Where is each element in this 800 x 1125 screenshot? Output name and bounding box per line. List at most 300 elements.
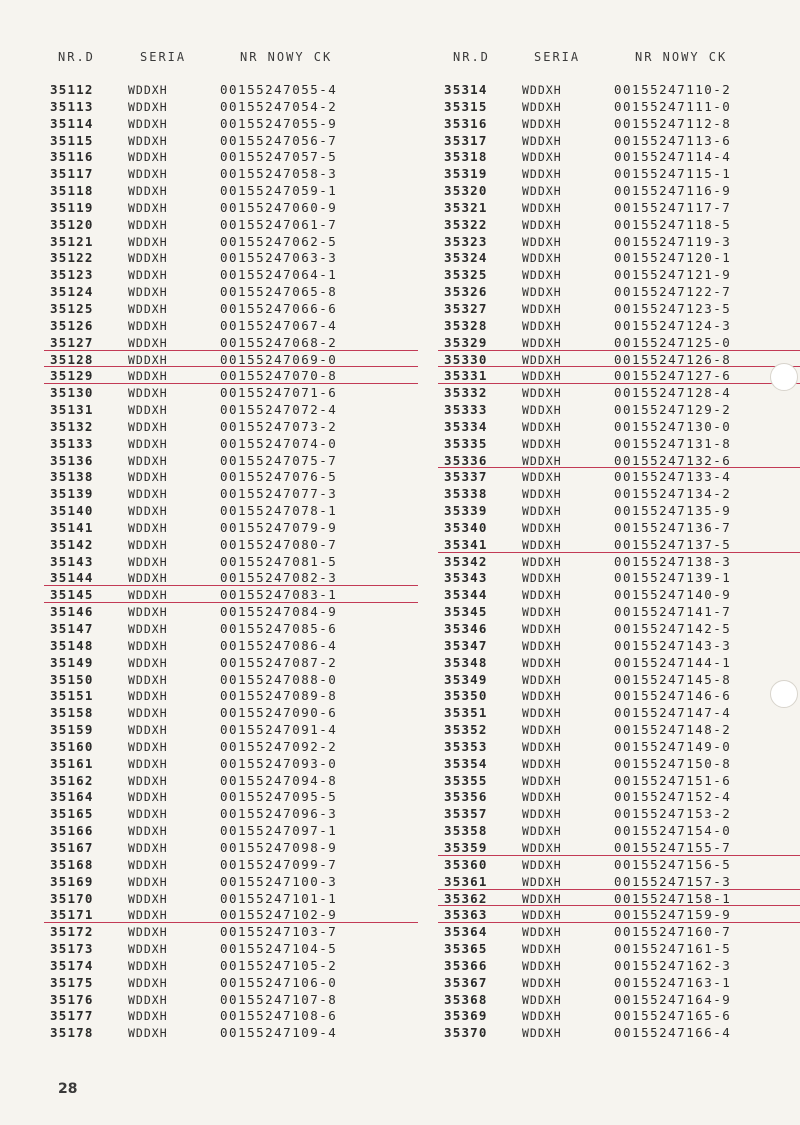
seria-cell: WDDXH <box>128 150 168 165</box>
table-row <box>50 133 410 150</box>
header-nowy-left: NR NOWY CK <box>240 50 333 64</box>
table-row <box>50 82 410 99</box>
nr-nowy-cell: 00155247088-0 <box>220 671 338 687</box>
nr-nowy-cell: 00155247147-4 <box>614 705 732 721</box>
seria-cell: WDDXH <box>128 403 168 418</box>
nr-nowy-cell: 00155247162-3 <box>614 957 732 973</box>
seria-cell: WDDXH <box>128 554 168 569</box>
nr-cell: 35318 <box>444 149 488 165</box>
nr-cell: 35328 <box>444 317 488 333</box>
nr-nowy-cell: 00155247080-7 <box>220 536 338 552</box>
nr-cell: 35323 <box>444 233 488 249</box>
seria-cell: WDDXH <box>128 301 168 316</box>
table-row <box>50 335 410 352</box>
seria-cell: WDDXH <box>522 756 562 771</box>
nr-nowy-cell: 00155247143-3 <box>614 637 732 653</box>
nr-cell: 35145 <box>50 587 94 603</box>
table-row <box>444 352 800 369</box>
nr-nowy-cell: 00155247060-9 <box>220 199 338 215</box>
nr-nowy-cell: 00155247123-5 <box>614 300 732 316</box>
nr-cell: 35130 <box>50 385 94 401</box>
seria-cell: WDDXH <box>522 958 562 973</box>
seria-cell: WDDXH <box>522 184 562 199</box>
table-row <box>444 183 800 200</box>
table-row <box>50 486 410 503</box>
seria-cell: WDDXH <box>522 992 562 1007</box>
nr-nowy-cell: 00155247069-0 <box>220 351 338 367</box>
nr-nowy-cell: 00155247133-4 <box>614 469 732 485</box>
seria-cell: WDDXH <box>522 571 562 586</box>
nr-nowy-cell: 00155247128-4 <box>614 385 732 401</box>
nr-nowy-cell: 00155247075-7 <box>220 452 338 468</box>
nr-nowy-cell: 00155247090-6 <box>220 705 338 721</box>
nr-nowy-cell: 00155247064-1 <box>220 267 338 283</box>
seria-cell: WDDXH <box>128 857 168 872</box>
nr-nowy-cell: 00155247124-3 <box>614 317 732 333</box>
table-row <box>50 99 410 116</box>
table-row <box>50 250 410 267</box>
seria-cell: WDDXH <box>522 1009 562 1024</box>
nr-cell: 35343 <box>444 570 488 586</box>
table-row <box>50 806 410 823</box>
seria-cell: WDDXH <box>522 773 562 788</box>
seria-cell: WDDXH <box>522 251 562 266</box>
seria-cell: WDDXH <box>128 520 168 535</box>
seria-cell: WDDXH <box>128 504 168 519</box>
nr-cell: 35330 <box>444 351 488 367</box>
nr-cell: 35358 <box>444 823 488 839</box>
nr-cell: 35124 <box>50 284 94 300</box>
table-row <box>50 537 410 554</box>
nr-nowy-cell: 00155247145-8 <box>614 671 732 687</box>
seria-cell: WDDXH <box>128 638 168 653</box>
nr-cell: 35174 <box>50 957 94 973</box>
table-row <box>444 486 800 503</box>
seria-cell: WDDXH <box>522 285 562 300</box>
nr-cell: 35178 <box>50 1025 94 1041</box>
nr-cell: 35350 <box>444 688 488 704</box>
nr-nowy-cell: 00155247158-1 <box>614 890 732 906</box>
seria-cell: WDDXH <box>128 588 168 603</box>
table-row <box>444 705 800 722</box>
nr-cell: 35339 <box>444 503 488 519</box>
nr-nowy-cell: 00155247142-5 <box>614 621 732 636</box>
nr-cell: 35162 <box>50 772 94 788</box>
nr-cell: 35113 <box>50 98 94 114</box>
nr-nowy-cell: 00155247111-0 <box>614 98 732 114</box>
nr-cell: 35354 <box>444 755 488 771</box>
seria-cell: WDDXH <box>522 386 562 401</box>
nr-cell: 35369 <box>444 1008 488 1024</box>
nr-nowy-cell: 00155247154-0 <box>614 823 732 839</box>
nr-cell: 35175 <box>50 974 94 990</box>
nr-nowy-cell: 00155247161-5 <box>614 941 732 957</box>
table-row <box>444 503 800 520</box>
seria-cell: WDDXH <box>522 706 562 721</box>
nr-cell: 35349 <box>444 671 488 687</box>
nr-cell: 35112 <box>50 82 94 97</box>
table-row <box>444 958 800 975</box>
seria-cell: WDDXH <box>522 83 562 97</box>
table-row <box>50 1025 410 1042</box>
nr-nowy-cell: 00155247055-4 <box>220 82 338 97</box>
header-nr-right: NR.D <box>453 50 490 64</box>
nr-cell: 35115 <box>50 132 94 148</box>
punch-hole <box>770 680 798 708</box>
nr-cell: 35317 <box>444 132 488 148</box>
table-row <box>444 941 800 958</box>
nr-nowy-cell: 00155247136-7 <box>614 519 732 535</box>
nr-cell: 35322 <box>444 216 488 232</box>
seria-cell: WDDXH <box>128 824 168 839</box>
table-row <box>444 419 800 436</box>
seria-cell: WDDXH <box>522 419 562 434</box>
seria-cell: WDDXH <box>522 622 562 636</box>
table-row <box>50 823 410 840</box>
seria-cell: WDDXH <box>522 453 562 468</box>
nr-nowy-cell: 00155247132-6 <box>614 452 732 468</box>
nr-nowy-cell: 00155247114-4 <box>614 149 732 165</box>
nr-cell: 35345 <box>444 604 488 620</box>
nr-cell: 35159 <box>50 722 94 738</box>
nr-cell: 35347 <box>444 637 488 653</box>
nr-nowy-cell: 00155247065-8 <box>220 284 338 300</box>
nr-nowy-cell: 00155247093-0 <box>220 755 338 771</box>
nr-nowy-cell: 00155247067-4 <box>220 317 338 333</box>
seria-cell: WDDXH <box>128 891 168 906</box>
nr-nowy-cell: 00155247155-7 <box>614 839 732 855</box>
seria-cell: WDDXH <box>522 672 562 687</box>
seria-cell: WDDXH <box>522 403 562 418</box>
seria-cell: WDDXH <box>128 1009 168 1024</box>
table-row <box>444 149 800 166</box>
nr-nowy-cell: 00155247071-6 <box>220 385 338 401</box>
table-row <box>50 503 410 520</box>
seria-cell: WDDXH <box>522 268 562 283</box>
table-row <box>50 469 410 486</box>
nr-cell: 35327 <box>444 300 488 316</box>
seria-cell: WDDXH <box>522 217 562 232</box>
table-row <box>50 705 410 722</box>
right-column <box>444 82 800 1042</box>
nr-cell: 35346 <box>444 621 488 636</box>
nr-nowy-cell: 00155247079-9 <box>220 519 338 535</box>
seria-cell: WDDXH <box>522 487 562 502</box>
nr-cell: 35325 <box>444 267 488 283</box>
table-row <box>444 520 800 537</box>
nr-nowy-cell: 00155247125-0 <box>614 334 732 350</box>
seria-cell: WDDXH <box>128 689 168 704</box>
table-row <box>444 385 800 402</box>
nr-cell: 35332 <box>444 385 488 401</box>
nr-cell: 35319 <box>444 166 488 182</box>
nr-cell: 35131 <box>50 402 94 418</box>
table-row <box>444 621 800 638</box>
seria-cell: WDDXH <box>128 453 168 468</box>
nr-cell: 35149 <box>50 654 94 670</box>
table-row <box>444 267 800 284</box>
seria-cell: WDDXH <box>128 992 168 1007</box>
nr-nowy-cell: 00155247089-8 <box>220 688 338 704</box>
nr-nowy-cell: 00155247106-0 <box>220 974 338 990</box>
table-row <box>444 739 800 756</box>
nr-cell: 35142 <box>50 536 94 552</box>
nr-cell: 35158 <box>50 705 94 721</box>
table-row <box>444 436 800 453</box>
nr-cell: 35361 <box>444 873 488 889</box>
nr-cell: 35356 <box>444 789 488 805</box>
nr-cell: 35173 <box>50 941 94 957</box>
seria-cell: WDDXH <box>522 200 562 215</box>
table-row <box>444 891 800 908</box>
seria-cell: WDDXH <box>128 184 168 199</box>
nr-nowy-cell: 00155247095-5 <box>220 789 338 805</box>
seria-cell: WDDXH <box>128 537 168 552</box>
seria-cell: WDDXH <box>522 335 562 350</box>
nr-cell: 35141 <box>50 519 94 535</box>
nr-cell: 35129 <box>50 368 94 384</box>
seria-cell: WDDXH <box>522 301 562 316</box>
nr-nowy-cell: 00155247073-2 <box>220 418 338 434</box>
nr-nowy-cell: 00155247112-8 <box>614 115 732 131</box>
table-row <box>444 722 800 739</box>
nr-nowy-cell: 00155247082-3 <box>220 570 338 586</box>
seria-cell: WDDXH <box>522 723 562 738</box>
table-row <box>444 806 800 823</box>
nr-cell: 35315 <box>444 98 488 114</box>
table-row <box>444 318 800 335</box>
nr-cell: 35344 <box>444 587 488 603</box>
table-row <box>50 570 410 587</box>
table-row <box>444 587 800 604</box>
nr-nowy-cell: 00155247135-9 <box>614 503 732 519</box>
seria-cell: WDDXH <box>128 756 168 771</box>
nr-nowy-cell: 00155247116-9 <box>614 183 732 199</box>
nr-cell: 35324 <box>444 250 488 266</box>
nr-cell: 35342 <box>444 553 488 569</box>
seria-cell: WDDXH <box>128 470 168 485</box>
nr-cell: 35160 <box>50 738 94 754</box>
nr-nowy-cell: 00155247070-8 <box>220 368 338 384</box>
nr-nowy-cell: 00155247078-1 <box>220 503 338 519</box>
nr-nowy-cell: 00155247156-5 <box>614 856 732 872</box>
table-row <box>50 773 410 790</box>
nr-cell: 35123 <box>50 267 94 283</box>
table-row <box>50 840 410 857</box>
seria-cell: WDDXH <box>128 908 168 923</box>
left-column <box>50 82 410 1042</box>
table-row <box>444 469 800 486</box>
table-row <box>50 638 410 655</box>
nr-nowy-cell: 00155247077-3 <box>220 486 338 502</box>
nr-nowy-cell: 00155247091-4 <box>220 722 338 738</box>
table-row <box>50 604 410 621</box>
nr-nowy-cell: 00155247092-2 <box>220 738 338 754</box>
nr-cell: 35128 <box>50 351 94 367</box>
table-row <box>50 554 410 571</box>
nr-cell: 35125 <box>50 300 94 316</box>
nr-cell: 35366 <box>444 957 488 973</box>
seria-cell: WDDXH <box>522 369 562 384</box>
seria-cell: WDDXH <box>128 672 168 687</box>
nr-nowy-cell: 00155247131-8 <box>614 435 732 451</box>
seria-cell: WDDXH <box>522 588 562 603</box>
table-row <box>444 116 800 133</box>
seria-cell: WDDXH <box>128 352 168 367</box>
nr-cell: 35364 <box>444 924 488 940</box>
table-row <box>444 924 800 941</box>
seria-cell: WDDXH <box>128 706 168 721</box>
table-row <box>50 149 410 166</box>
table-row <box>50 672 410 689</box>
nr-nowy-cell: 00155247056-7 <box>220 132 338 148</box>
seria-cell: WDDXH <box>128 83 168 97</box>
table-row <box>50 419 410 436</box>
header-nowy-right: NR NOWY CK <box>635 50 728 64</box>
nr-cell: 35140 <box>50 503 94 519</box>
nr-cell: 35338 <box>444 486 488 502</box>
nr-nowy-cell: 00155247081-5 <box>220 553 338 569</box>
seria-cell: WDDXH <box>522 318 562 333</box>
seria-cell: WDDXH <box>128 739 168 754</box>
nr-cell: 35165 <box>50 806 94 822</box>
nr-cell: 35120 <box>50 216 94 232</box>
nr-cell: 35360 <box>444 856 488 872</box>
nr-cell: 35321 <box>444 199 488 215</box>
nr-nowy-cell: 00155247061-7 <box>220 216 338 232</box>
nr-nowy-cell: 00155247138-3 <box>614 553 732 569</box>
nr-cell: 35353 <box>444 738 488 754</box>
seria-cell: WDDXH <box>128 116 168 131</box>
nr-nowy-cell: 00155247149-0 <box>614 738 732 754</box>
seria-cell: WDDXH <box>522 470 562 485</box>
nr-nowy-cell: 00155247127-6 <box>614 368 732 384</box>
table-row <box>50 166 410 183</box>
nr-nowy-cell: 00155247137-5 <box>614 536 732 552</box>
seria-cell: WDDXH <box>522 520 562 535</box>
nr-cell: 35127 <box>50 334 94 350</box>
nr-cell: 35171 <box>50 907 94 923</box>
table-row <box>444 655 800 672</box>
nr-cell: 35357 <box>444 806 488 822</box>
nr-nowy-cell: 00155247110-2 <box>614 82 732 97</box>
table-row <box>50 874 410 891</box>
table-row <box>50 857 410 874</box>
nr-nowy-cell: 00155247115-1 <box>614 166 732 182</box>
seria-cell: WDDXH <box>522 655 562 670</box>
nr-cell: 35352 <box>444 722 488 738</box>
table-row <box>50 587 410 604</box>
seria-cell: WDDXH <box>128 335 168 350</box>
nr-nowy-cell: 00155247085-6 <box>220 621 338 636</box>
seria-cell: WDDXH <box>128 487 168 502</box>
nr-cell: 35348 <box>444 654 488 670</box>
table-row <box>50 200 410 217</box>
page-number: 28 <box>58 1081 78 1097</box>
seria-cell: WDDXH <box>522 790 562 805</box>
seria-cell: WDDXH <box>522 605 562 620</box>
nr-nowy-cell: 00155247140-9 <box>614 587 732 603</box>
table-row <box>50 907 410 924</box>
seria-cell: WDDXH <box>128 369 168 384</box>
seria-cell: WDDXH <box>128 386 168 401</box>
nr-nowy-cell: 00155247055-9 <box>220 115 338 131</box>
table-row <box>50 520 410 537</box>
table-row <box>50 453 410 470</box>
nr-nowy-cell: 00155247063-3 <box>220 250 338 266</box>
table-row <box>50 217 410 234</box>
table-row <box>50 992 410 1009</box>
table-row <box>444 907 800 924</box>
table-row <box>444 823 800 840</box>
nr-nowy-cell: 00155247108-6 <box>220 1008 338 1024</box>
table-row <box>444 773 800 790</box>
table-row <box>50 368 410 385</box>
nr-nowy-cell: 00155247118-5 <box>614 216 732 232</box>
table-row <box>50 756 410 773</box>
nr-cell: 35143 <box>50 553 94 569</box>
nr-nowy-cell: 00155247086-4 <box>220 637 338 653</box>
nr-nowy-cell: 00155247130-0 <box>614 418 732 434</box>
nr-nowy-cell: 00155247134-2 <box>614 486 732 502</box>
nr-nowy-cell: 00155247087-2 <box>220 654 338 670</box>
table-row <box>444 638 800 655</box>
nr-cell: 35359 <box>444 839 488 855</box>
nr-nowy-cell: 00155247105-2 <box>220 957 338 973</box>
table-row <box>50 436 410 453</box>
table-row <box>50 958 410 975</box>
table-row <box>444 402 800 419</box>
seria-cell: WDDXH <box>522 116 562 131</box>
nr-cell: 35355 <box>444 772 488 788</box>
seria-cell: WDDXH <box>522 840 562 855</box>
table-row <box>444 453 800 470</box>
nr-cell: 35170 <box>50 890 94 906</box>
seria-cell: WDDXH <box>522 925 562 940</box>
seria-cell: WDDXH <box>128 217 168 232</box>
nr-nowy-cell: 00155247083-1 <box>220 587 338 603</box>
nr-cell: 35367 <box>444 974 488 990</box>
seria-cell: WDDXH <box>522 436 562 451</box>
table-row <box>444 1025 800 1042</box>
nr-nowy-cell: 00155247068-2 <box>220 334 338 350</box>
nr-nowy-cell: 00155247107-8 <box>220 991 338 1007</box>
nr-nowy-cell: 00155247101-1 <box>220 890 338 906</box>
nr-cell: 35167 <box>50 839 94 855</box>
nr-nowy-cell: 00155247094-8 <box>220 772 338 788</box>
table-row <box>50 183 410 200</box>
table-row <box>50 789 410 806</box>
table-row <box>50 284 410 301</box>
table-row <box>50 655 410 672</box>
table-row <box>50 301 410 318</box>
nr-cell: 35331 <box>444 368 488 384</box>
seria-cell: WDDXH <box>128 436 168 451</box>
seria-cell: WDDXH <box>128 942 168 957</box>
seria-cell: WDDXH <box>128 234 168 249</box>
seria-cell: WDDXH <box>522 824 562 839</box>
seria-cell: WDDXH <box>522 99 562 114</box>
nr-cell: 35336 <box>444 452 488 468</box>
nr-nowy-cell: 00155247121-9 <box>614 267 732 283</box>
seria-cell: WDDXH <box>522 554 562 569</box>
table-row <box>50 924 410 941</box>
table-row <box>444 672 800 689</box>
nr-cell: 35335 <box>444 435 488 451</box>
nr-cell: 35337 <box>444 469 488 485</box>
nr-cell: 35168 <box>50 856 94 872</box>
nr-cell: 35114 <box>50 115 94 131</box>
